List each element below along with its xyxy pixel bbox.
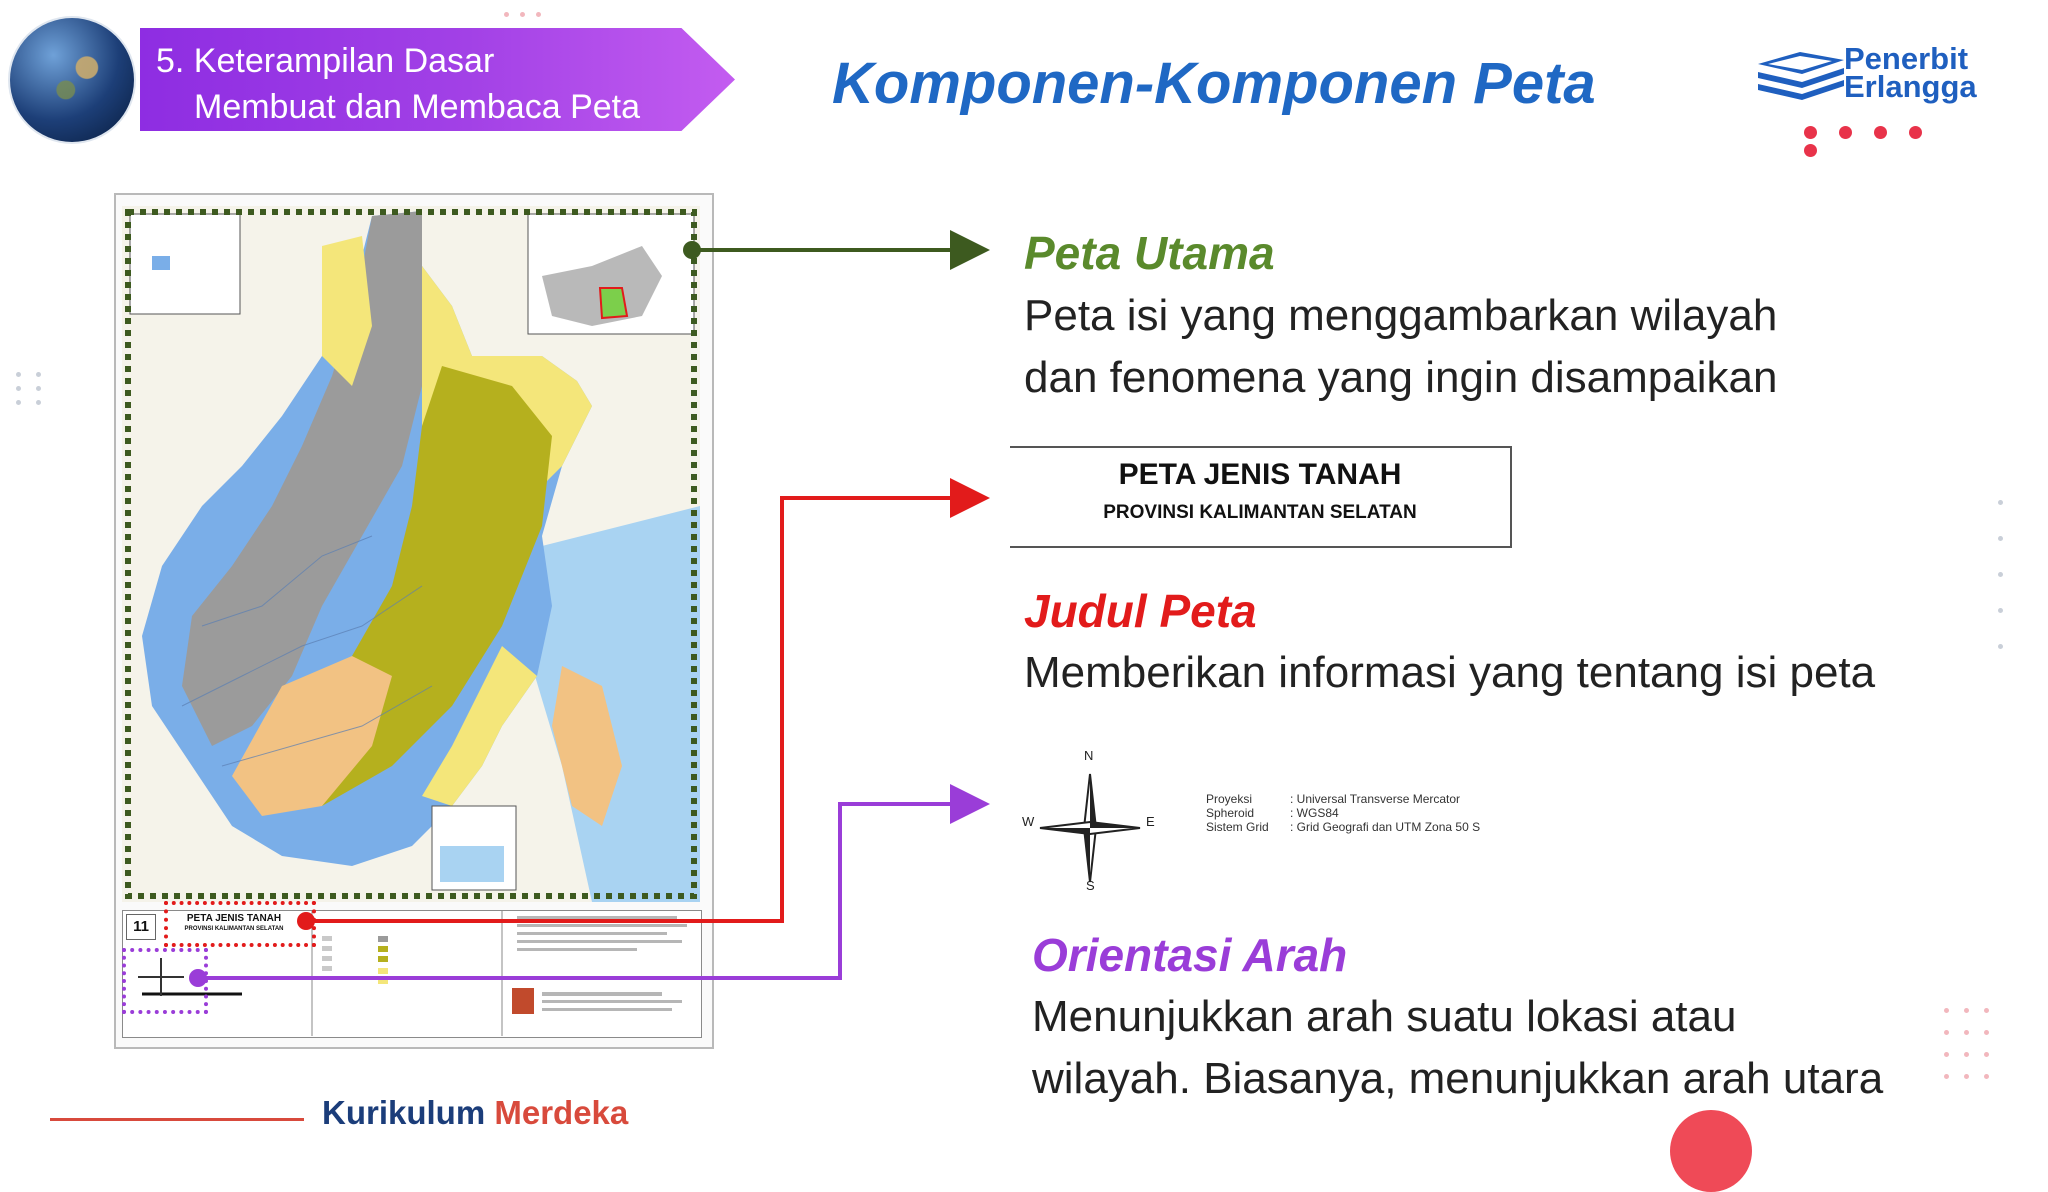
chapter-banner-line-2: Membuat dan Membaca Peta	[194, 88, 641, 126]
peta-utama-line-2: dan fenomena yang ingin disampaikan	[1024, 353, 1778, 402]
grid-system-value: : Grid Geografi dan UTM Zona 50 S	[1290, 820, 1481, 834]
decor-dots-top	[504, 12, 554, 18]
compass-west-label: W	[1022, 814, 1035, 829]
main-map-illustration	[122, 206, 700, 902]
curriculum-word-1: Kurikulum	[322, 1094, 486, 1131]
chapter-banner-line-1: 5. Keterampilan Dasar	[156, 42, 495, 80]
slide-title: Komponen-Komponen Peta	[832, 51, 1596, 116]
publisher-name-line-1: Penerbit	[1844, 41, 1969, 76]
compass-panel	[1010, 748, 1520, 898]
judul-peta-description: Memberikan informasi yang tentang isi peta	[1024, 648, 1876, 697]
map-sheet-number: 11	[126, 914, 156, 940]
footer-line	[50, 1118, 304, 1121]
projection-value: : Universal Transverse Mercator	[1290, 792, 1461, 806]
compass-south-label: S	[1086, 878, 1095, 893]
title-highlight-box	[164, 901, 316, 947]
orientasi-arah-heading: Orientasi Arah	[1032, 929, 1348, 981]
spheroid-label: Spheroid	[1206, 806, 1255, 820]
decor-dots-bottom-right	[1944, 1008, 1994, 1108]
orientasi-arah-line-1: Menunjukkan arah suatu lokasi atau	[1032, 992, 1737, 1041]
decor-circle	[1670, 1110, 1752, 1192]
peta-utama-heading: Peta Utama	[1024, 227, 1275, 279]
decor-dots-right	[1998, 500, 2008, 650]
publisher-logo-icon	[1754, 50, 1848, 106]
orientasi-arah-description	[1032, 986, 1883, 1110]
map-title-example-main: PETA JENIS TANAH	[1118, 458, 1402, 491]
mini-compass-icon	[126, 952, 196, 1002]
compass-highlight-box	[122, 948, 208, 1014]
judul-peta-heading: Judul Peta	[1024, 585, 1257, 637]
publisher-name-line-2: Erlangga	[1844, 69, 1977, 104]
peta-utama-line-1: Peta isi yang menggambarkan wilayah	[1024, 291, 1778, 340]
curriculum-word-2: Merdeka	[494, 1094, 629, 1131]
map-title-example-sub: PROVINSI KALIMANTAN SELATAN	[1103, 502, 1417, 523]
decor-dots-left	[16, 372, 56, 416]
globe-icon	[10, 18, 134, 142]
publisher-logo-dots	[1804, 126, 1974, 146]
curriculum-logo	[322, 1094, 628, 1132]
compass-north-label: N	[1084, 748, 1094, 763]
map-legend-title: PETA JENIS TANAH	[186, 913, 282, 924]
orientasi-arah-line-2: wilayah. Biasanya, menunjukkan arah utara	[1032, 1054, 1884, 1103]
peta-utama-description	[1024, 285, 1777, 409]
spheroid-value: : WGS84	[1290, 806, 1339, 820]
grid-system-label: Sistem Grid	[1206, 820, 1269, 834]
projection-label: Proyeksi	[1206, 792, 1253, 806]
map-legend-subtitle: PROVINSI KALIMANTAN SELATAN	[184, 926, 284, 932]
compass-east-label: E	[1146, 814, 1155, 829]
